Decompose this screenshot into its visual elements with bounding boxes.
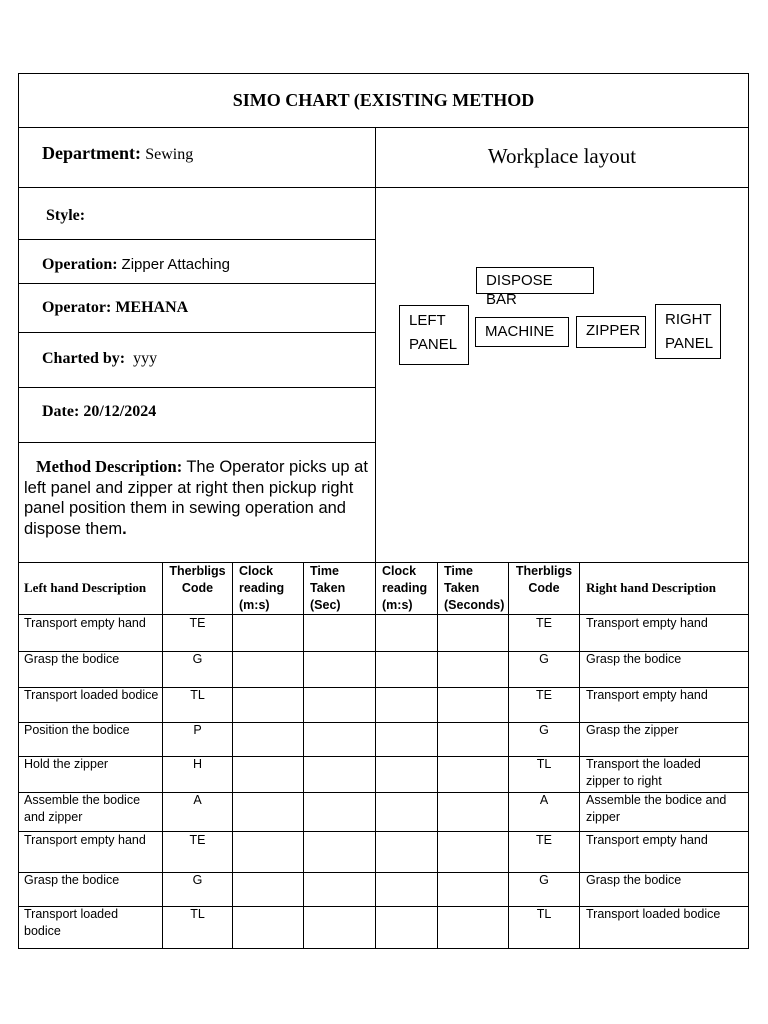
- layout-box-right-panel: RIGHT PANEL: [655, 304, 721, 359]
- row2-left-code: G: [192, 652, 203, 666]
- row5-left-description: Hold the zipper: [24, 757, 109, 771]
- workplace-layout-heading: Workplace layout: [487, 144, 637, 168]
- header-right-time-taken: Time Taken (Seconds): [444, 564, 505, 612]
- layout-box-dispose-bar: DISPOSE BAR: [476, 267, 594, 294]
- row9-left-description: Transport loaded bodice: [24, 907, 119, 938]
- header-left-hand-description: Left hand Description: [24, 580, 147, 595]
- row6-left-code: A: [193, 793, 202, 807]
- row6-left-description: Assemble the bodice and zipper: [24, 793, 141, 824]
- charted-by-value: yyy: [133, 350, 158, 367]
- col-divider-5: [437, 562, 438, 949]
- row4-right-code: G: [539, 723, 549, 737]
- row4-left-description: Position the bodice: [24, 723, 130, 737]
- row3-left-description: Transport loaded bodice: [24, 688, 159, 702]
- header-right-clock-reading: Clock reading (m:s): [382, 564, 428, 612]
- method-description: [24, 457, 369, 539]
- row5-left-code: H: [192, 757, 203, 771]
- department-label: Department:: [42, 143, 141, 163]
- department-field: [42, 143, 193, 164]
- row3-right-code: TE: [536, 688, 552, 702]
- header-right-therbligs-code: Therbligs Code: [515, 564, 573, 595]
- row8-left-description: Grasp the bodice: [24, 873, 120, 887]
- row1-right-description: Transport empty hand: [586, 616, 708, 630]
- method-description-text: The Operator picks up at left panel and zipper at right then pickup right panel position them in sewing operation and dispose them: [24, 458, 368, 538]
- operator-divider: [18, 332, 375, 333]
- header-left-time-taken: Time Taken (Sec): [310, 564, 346, 612]
- col-divider-7: [579, 562, 580, 949]
- row7-right-description: Transport empty hand: [586, 833, 708, 847]
- operator-label: Operator:: [42, 299, 112, 316]
- date-field: [42, 403, 156, 421]
- row6-right-description: Assemble the bodice and zipper: [586, 793, 727, 824]
- operation-field: [42, 256, 230, 274]
- page-title: SIMO CHART (EXISTING METHOD: [232, 90, 535, 110]
- col-divider-4: [375, 562, 376, 949]
- style-label: Style:: [46, 207, 86, 224]
- method-description-end: .: [122, 519, 127, 538]
- header-left-clock-reading: Clock reading (m:s): [239, 564, 285, 612]
- operation-divider: [18, 283, 375, 284]
- row4-right-description: Grasp the zipper: [586, 723, 679, 737]
- col-divider-3: [303, 562, 304, 949]
- row8-right-description: Grasp the bodice: [586, 873, 682, 887]
- row1-right-code: TE: [536, 616, 552, 630]
- charted-by-label: Charted by:: [42, 350, 126, 367]
- row7-left-code: TE: [189, 833, 206, 847]
- row8-right-code: G: [539, 873, 549, 887]
- date-label: Date:: [42, 403, 80, 420]
- info-layout-divider: [375, 127, 376, 562]
- col-divider-2: [232, 562, 233, 949]
- header-left-therbligs-code: Therbligs Code: [169, 564, 226, 595]
- row9-right-code: TL: [536, 907, 552, 921]
- date-value: 20/12/2024: [83, 403, 157, 420]
- row9-left-code: TL: [190, 907, 205, 921]
- row7-right-code: TE: [536, 833, 552, 847]
- row2-left-description: Grasp the bodice: [24, 652, 120, 666]
- row4-left-code: P: [193, 723, 202, 737]
- style-field: [46, 205, 85, 225]
- date-divider: [18, 442, 375, 443]
- row3-right-description: Transport empty hand: [586, 688, 708, 702]
- row9-right-description: Transport loaded bodice: [586, 907, 721, 921]
- layout-box-machine: MACHINE: [475, 317, 569, 347]
- layout-box-left-panel: LEFT PANEL: [399, 305, 469, 365]
- header-right-hand-description: Right hand Description: [586, 580, 717, 595]
- row1-left-description: Transport empty hand: [24, 616, 146, 630]
- row5-right-description: Transport the loaded zipper to right: [586, 757, 701, 788]
- row2-right-code: G: [539, 652, 549, 666]
- operation-value: Zipper Attaching: [121, 256, 230, 273]
- style-divider: [18, 239, 375, 240]
- title-divider: [18, 127, 749, 128]
- operation-label: Operation:: [42, 256, 118, 273]
- row2-right-description: Grasp the bodice: [586, 652, 682, 666]
- row6-right-code: A: [539, 793, 549, 807]
- row1-left-code: TE: [189, 616, 206, 630]
- operator-value: MEHANA: [115, 299, 189, 316]
- department-divider: [18, 187, 749, 188]
- operator-field: [42, 299, 188, 317]
- row3-left-code: TL: [190, 688, 205, 702]
- layout-box-zipper: ZIPPER: [576, 316, 646, 348]
- charted-by-field: [42, 350, 157, 368]
- row8-left-code: G: [192, 873, 203, 887]
- department-value: Sewing: [145, 146, 194, 163]
- method-description-label: Method Description:: [36, 457, 183, 476]
- row5-right-code: TL: [536, 757, 552, 771]
- charted-divider: [18, 387, 375, 388]
- row7-left-description: Transport empty hand: [24, 833, 146, 847]
